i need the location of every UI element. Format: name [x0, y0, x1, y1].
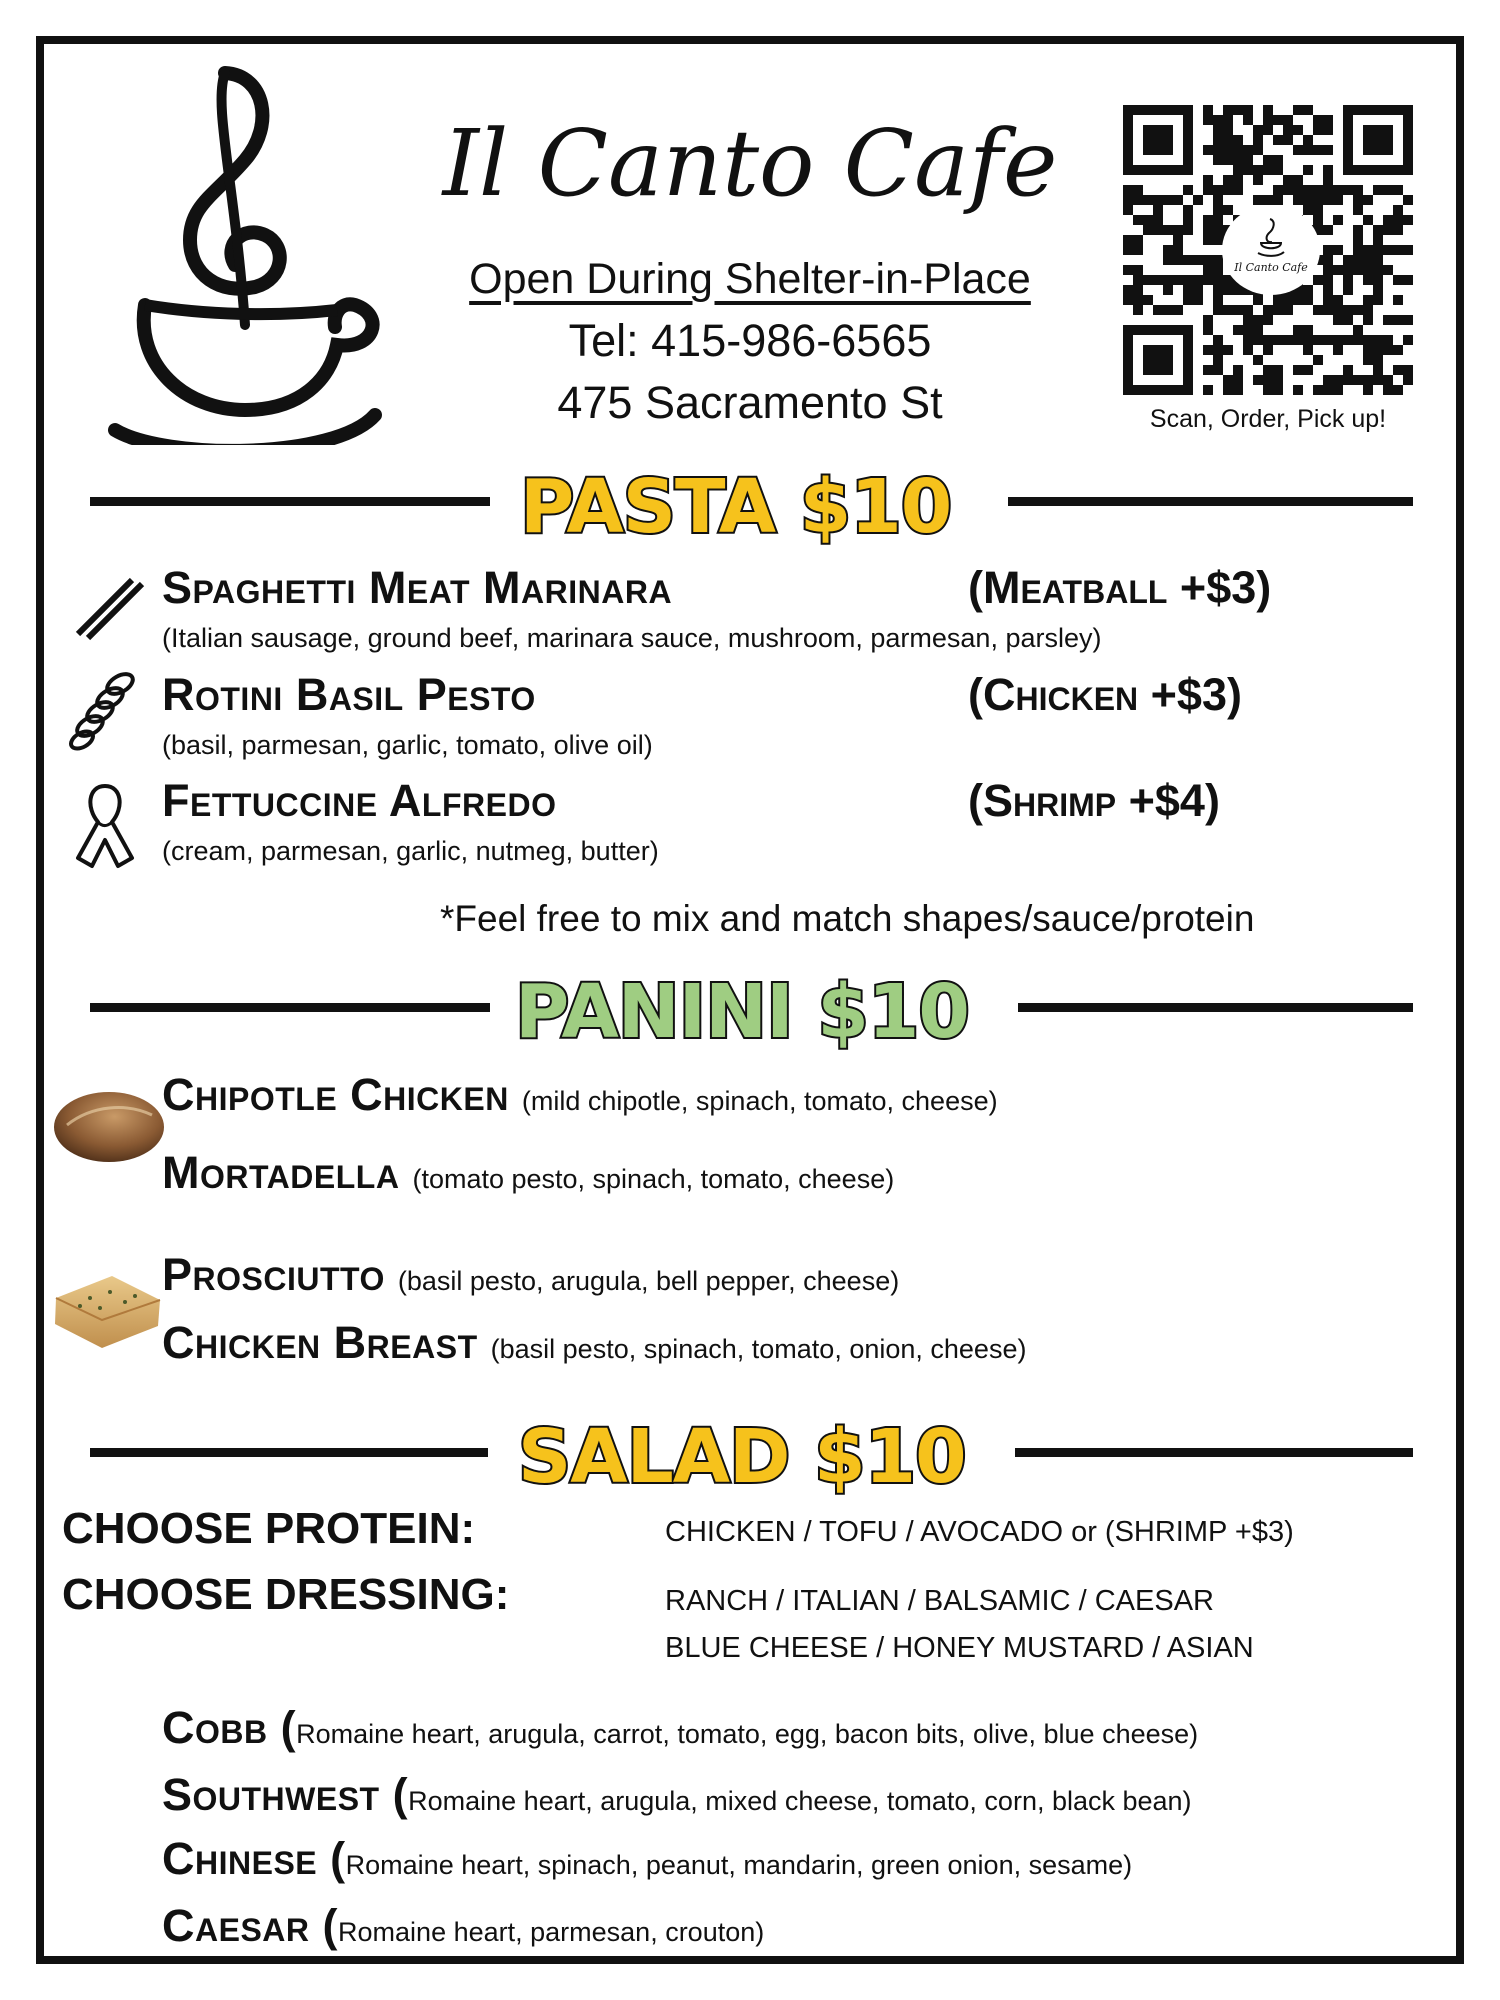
mix-match-note: *Feel free to mix and match shapes/sauce/protein — [440, 898, 1255, 939]
salad-item-name: Caesar — [162, 1900, 310, 1951]
panini-item-name: Chipotle Chicken — [162, 1069, 509, 1120]
address: 475 Sacramento St — [557, 377, 943, 428]
salad-item: Chinese (Romaine heart, spinach, peanut, mandarin, green onion, sesame) — [162, 1833, 1133, 1884]
pasta-item-addon: (Meatball +$3) — [968, 562, 1272, 613]
panini-item-name: Mortadella — [162, 1147, 400, 1198]
divider-left — [90, 497, 490, 506]
rotini-icon — [68, 672, 138, 752]
qr-logo-badge — [1222, 205, 1320, 295]
ribbon-icon — [70, 780, 140, 872]
salad-item-name: Southwest — [162, 1769, 380, 1820]
pasta-item-desc: (cream, parmesan, garlic, nutmeg, butter) — [162, 836, 659, 866]
salad-item-name: Chinese — [162, 1833, 318, 1884]
protein-options: CHICKEN / TOFU / AVOCADO or (SHRIMP +$3) — [665, 1516, 1294, 1548]
panini-item-name: Prosciutto — [162, 1249, 385, 1300]
panini-section-title: PANINI $10 — [515, 969, 969, 1055]
panini-item — [162, 1317, 1027, 1368]
salad-item-desc: Romaine heart, arugula, mixed cheese, tomato, corn, black bean) — [408, 1786, 1192, 1816]
panini-item — [162, 1249, 900, 1300]
divider-left — [90, 1003, 490, 1012]
divider-right — [1015, 1448, 1413, 1457]
panini-item-desc: (mild chipotle, spinach, tomato, cheese) — [521, 1086, 998, 1116]
choose-dressing-label: CHOOSE DRESSING: — [62, 1570, 510, 1619]
divider-right — [1018, 1003, 1413, 1012]
pasta-item-desc: (basil, parmesan, garlic, tomato, olive oil) — [162, 730, 653, 760]
qr-badge-text: Il Canto Cafe — [1234, 261, 1308, 274]
pasta-section-title: PASTA $10 — [520, 464, 952, 550]
panini-item — [162, 1147, 895, 1198]
pasta-item-name: Rotini Basil Pesto — [162, 669, 536, 720]
coffee-cup-treble-clef-logo — [105, 65, 385, 445]
panini-item — [162, 1069, 998, 1120]
focaccia-icon — [50, 1268, 165, 1353]
salad-item: Cobb (Romaine heart, arugula, carrot, tomato, egg, bacon bits, olive, blue cheese) — [162, 1702, 1199, 1753]
spaghetti-icon — [70, 572, 150, 642]
panini-item-desc: (basil pesto, arugula, bell pepper, cheese) — [397, 1266, 900, 1296]
panini-item-desc: (basil pesto, spinach, tomato, onion, cheese) — [490, 1334, 1027, 1364]
dressing-options: RANCH / ITALIAN / BALSAMIC / CAESAR — [665, 1585, 1214, 1617]
tagline: Open During Shelter-in-Place — [469, 255, 1031, 303]
salad-item-desc: Romaine heart, spinach, peanut, mandarin, green onion, sesame) — [345, 1850, 1133, 1880]
pasta-item-name: Fettuccine Alfredo — [162, 775, 557, 826]
phone-number[interactable]: Tel: 415-986-6565 — [568, 315, 932, 366]
salad-item-name: Cobb — [162, 1702, 268, 1753]
pasta-item-desc: (Italian sausage, ground beef, marinara sauce, mushroom, parmesan, parsley) — [162, 623, 1102, 653]
panini-item-desc: (tomato pesto, spinach, tomato, cheese) — [412, 1164, 895, 1194]
dressing-options: BLUE CHEESE / HONEY MUSTARD / ASIAN — [665, 1632, 1254, 1664]
pasta-item-name: Spaghetti Meat Marinara — [162, 562, 673, 613]
salad-item-desc: Romaine heart, parmesan, crouton) — [338, 1917, 765, 1947]
coffee-cup-icon — [1256, 217, 1286, 257]
qr-caption: Scan, Order, Pick up! — [1149, 405, 1387, 433]
panini-item-name: Chicken Breast — [162, 1317, 478, 1368]
salad-section-title: SALAD $10 — [518, 1414, 966, 1500]
salad-item-desc: Romaine heart, arugula, carrot, tomato, egg, bacon bits, olive, blue cheese) — [296, 1719, 1199, 1749]
pasta-item-addon: (Chicken +$3) — [968, 669, 1242, 720]
divider-left — [90, 1448, 488, 1457]
choose-protein-label: CHOOSE PROTEIN: — [62, 1504, 476, 1553]
cafe-name: Il Canto Cafe — [442, 110, 1058, 217]
divider-right — [1008, 497, 1413, 506]
pasta-item-addon: (Shrimp +$4) — [968, 775, 1220, 826]
salad-item: Caesar (Romaine heart, parmesan, crouton) — [162, 1900, 765, 1951]
bread-loaf-icon — [52, 1085, 167, 1165]
salad-item: Southwest (Romaine heart, arugula, mixed cheese, tomato, corn, black bean) — [162, 1769, 1192, 1820]
